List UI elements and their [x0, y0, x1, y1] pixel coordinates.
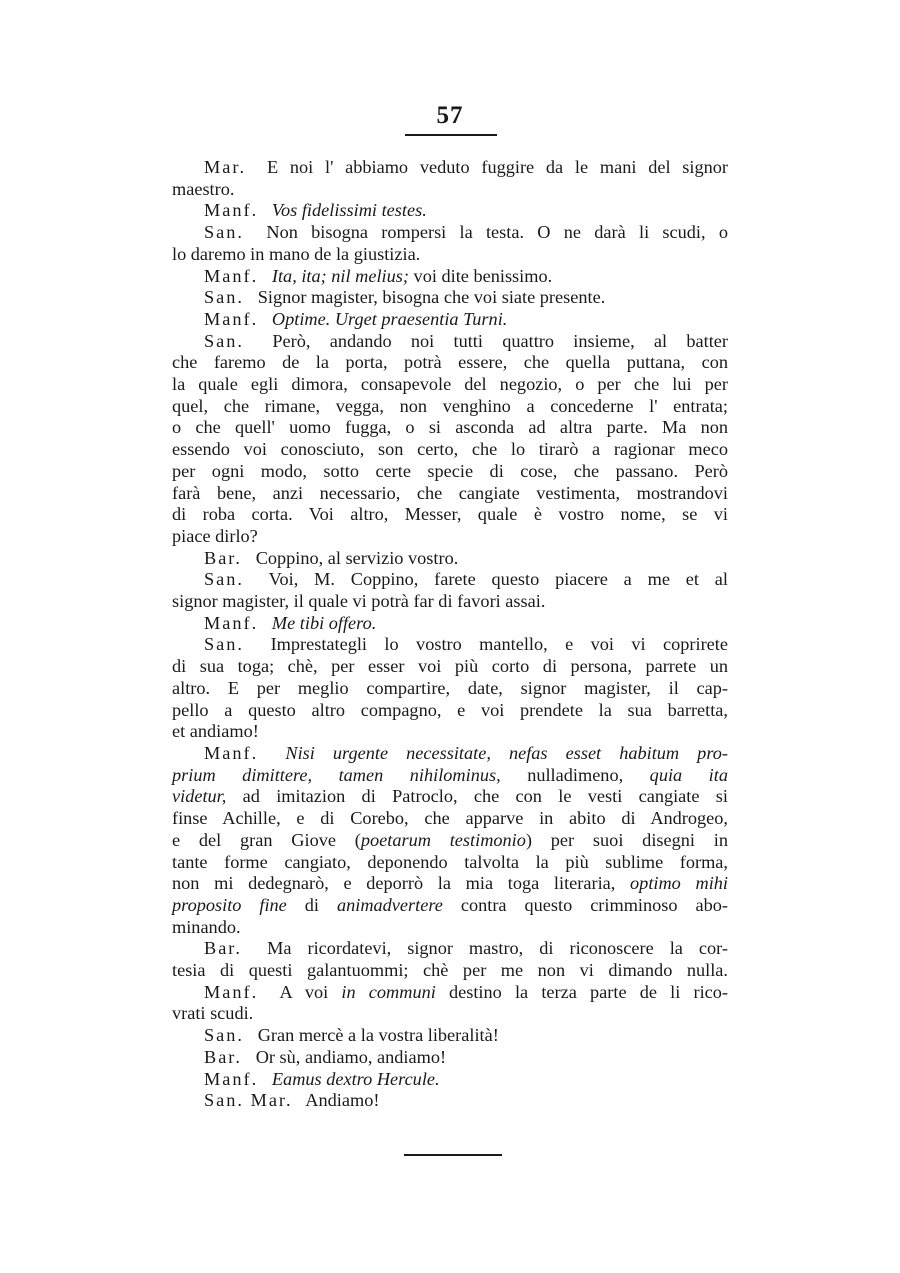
text-line — [172, 938, 728, 960]
text-line — [172, 417, 728, 439]
text-line — [172, 374, 728, 396]
line-text: piace dirlo? — [172, 525, 258, 546]
speaker-label: Mar. — [204, 157, 247, 177]
latin-phrase: Vos fidelissimi testes. — [271, 200, 427, 221]
line-text: maestro. — [172, 178, 235, 199]
text-line — [172, 656, 728, 678]
line-text: tesia di questi galantuommi; chè per me non vi dimando nulla. — [172, 960, 728, 981]
text-line — [172, 526, 728, 548]
text-line — [172, 830, 728, 852]
line-text: che faremo de la porta, potrà essere, che quella puttana, con — [172, 352, 728, 373]
line-text: o che quell' uomo fugga, o si asconda ad altra parte. Ma non — [172, 417, 728, 438]
line-text: ad imitazion di Patroclo, che con le vesti cangiate si — [226, 786, 728, 807]
speaker-label: San. — [204, 1025, 244, 1046]
text-line — [172, 244, 728, 266]
text-line — [172, 504, 728, 526]
text-line — [172, 222, 728, 244]
line-text: Ma ricordatevi, signor mastro, di riconoscere la cor- — [267, 938, 728, 959]
line-text: minando. — [172, 916, 241, 937]
speaker-label: San. — [204, 634, 244, 655]
text-line — [172, 1003, 728, 1025]
line-text: per ogni modo, sotto certe specie di cose, che passano. Però — [172, 460, 728, 481]
line-text: Coppino, al servizio vostro. — [255, 547, 459, 568]
line-text: Però, andando noi tutti quattro insieme, al batter — [272, 330, 728, 351]
text-line — [172, 982, 728, 1004]
speaker-label: Manf. — [204, 612, 259, 633]
line-text: Non bisogna rompersi la testa. O ne darà li scudi, o — [266, 222, 728, 243]
text-line — [172, 569, 728, 591]
line-text: di roba corta. Voi altro, Messer, quale è vostro nome, se vi — [172, 504, 728, 525]
latin-phrase: poetarum testimonio — [360, 829, 526, 850]
line-text: vrati scudi. — [172, 1003, 254, 1024]
speaker-label: Manf. — [204, 1068, 259, 1089]
text-line — [172, 634, 728, 656]
text-line — [172, 439, 728, 461]
text-line — [172, 808, 728, 830]
latin-phrase: animadvertere — [336, 894, 443, 915]
line-text: e del gran Giove ( — [172, 829, 361, 850]
line-text: Signor magister, bisogna che voi siate presente. — [257, 287, 606, 308]
text-line — [172, 331, 728, 353]
text-line — [172, 1047, 728, 1069]
text-line — [172, 200, 728, 222]
latin-phrase: Me tibi offero. — [271, 612, 377, 633]
line-text: ) per suoi disegni in — [525, 829, 729, 850]
speaker-label: San. — [204, 569, 244, 590]
text-line — [172, 1025, 728, 1047]
speaker-label: Manf. — [204, 308, 259, 329]
text-line — [172, 960, 728, 982]
speaker-label: Manf. — [204, 742, 259, 763]
text-line — [172, 157, 728, 179]
line-text: Imprestategli lo vostro mantello, e voi vi coprirete — [270, 634, 728, 655]
text-line — [172, 1069, 728, 1091]
line-text: signor magister, il quale vi potrà far di favori assai. — [172, 591, 546, 612]
line-text: quel, che rimane, vegga, non venghino a concederne l' entrata; — [172, 395, 728, 416]
dialogue-text — [172, 157, 728, 1112]
text-line — [172, 743, 728, 765]
line-text: A voi — [279, 981, 342, 1002]
text-line — [172, 765, 728, 787]
line-text: contra questo crimminoso abo- — [442, 894, 728, 915]
speaker-label: Bar. — [204, 547, 242, 568]
speaker-label: Manf. — [204, 265, 259, 286]
speaker-label: San. Mar. — [204, 1090, 293, 1111]
text-line — [172, 461, 728, 483]
line-text: la quale egli dimora, consapevole del negozio, o per che lui per — [172, 374, 728, 395]
latin-phrase: quia ita — [649, 764, 728, 785]
speaker-label: Bar. — [204, 1046, 242, 1067]
text-line — [172, 678, 728, 700]
text-line — [172, 873, 728, 895]
text-line — [172, 895, 728, 917]
line-text: lo daremo in mano de la giustizia. — [172, 243, 421, 264]
line-text: farà bene, anzi necessario, che cangiate vestimenta, mostrandovi — [172, 482, 728, 503]
line-text: E noi l' abbiamo veduto fuggire da le mani del signor — [266, 157, 728, 177]
latin-phrase: Optime. Urget praesentia Turni. — [271, 308, 508, 329]
end-rule — [404, 1154, 502, 1156]
line-text: essendo voi conosciuto, son certo, che lo tirarò a ragionar meco — [172, 439, 728, 460]
line-text: Voi, M. Coppino, farete questo piacere a me et al — [268, 569, 728, 590]
text-line — [172, 287, 728, 309]
header-rule — [405, 134, 497, 136]
text-line — [172, 700, 728, 722]
latin-phrase: optimo mihi — [630, 873, 728, 894]
line-text: di — [286, 894, 337, 915]
text-line — [172, 852, 728, 874]
text-line — [172, 613, 728, 635]
text-line — [172, 396, 728, 418]
page-number: 57 — [436, 102, 464, 129]
text-line — [172, 179, 728, 201]
line-text: altro. E per meglio compartire, date, signor magister, il cap- — [172, 677, 728, 698]
latin-phrase: Ita, ita; nil melius; — [271, 265, 409, 286]
speaker-label: San. — [204, 222, 244, 243]
text-line — [172, 266, 728, 288]
text-line — [172, 721, 728, 743]
speaker-label: Manf. — [204, 200, 259, 221]
speaker-label: Manf. — [204, 981, 259, 1002]
line-text: finse Achille, e di Corebo, che apparve in abito di Androgeo, — [172, 808, 728, 829]
latin-phrase: videtur, — [172, 786, 227, 807]
speaker-label: Bar. — [204, 938, 242, 959]
latin-phrase: proposito fine — [172, 894, 287, 915]
latin-phrase: Eamus dextro Hercule. — [271, 1068, 440, 1089]
latin-phrase: prium dimittere, tamen nihilominus, — [172, 764, 501, 785]
text-line — [172, 591, 728, 613]
text-line — [172, 786, 728, 808]
line-text: destino la terza parte de li rico- — [435, 981, 728, 1002]
text-line — [172, 917, 728, 939]
text-line — [172, 352, 728, 374]
text-line — [172, 548, 728, 570]
line-text: di sua toga; chè, per esser voi più corto di persona, parrete un — [172, 656, 728, 677]
latin-phrase: in communi — [341, 981, 436, 1002]
speaker-label: San. — [204, 287, 244, 308]
text-line — [172, 483, 728, 505]
line-text: nulladimeno, — [500, 764, 650, 785]
line-text: Gran mercè a la vostra liberalità! — [257, 1025, 499, 1046]
latin-phrase: Nisi urgente necessitate, nefas esset habitum pro- — [285, 742, 728, 763]
line-text: Andiamo! — [305, 1090, 380, 1111]
text-line — [172, 1090, 728, 1112]
text-line — [172, 309, 728, 331]
line-text: tante forme cangiato, deponendo talvolta la più sublime forma, — [172, 851, 728, 872]
line-text: pello a questo altro compagno, e voi prendete la sua barretta, — [172, 699, 728, 720]
line-text: et andiamo! — [172, 721, 259, 742]
line-text: non mi dedegnarò, e deporrò la mia toga literaria, — [172, 873, 631, 894]
line-text: Or sù, andiamo, andiamo! — [255, 1046, 447, 1067]
speaker-label: San. — [204, 330, 244, 351]
line-text: voi dite benissimo. — [408, 265, 553, 286]
